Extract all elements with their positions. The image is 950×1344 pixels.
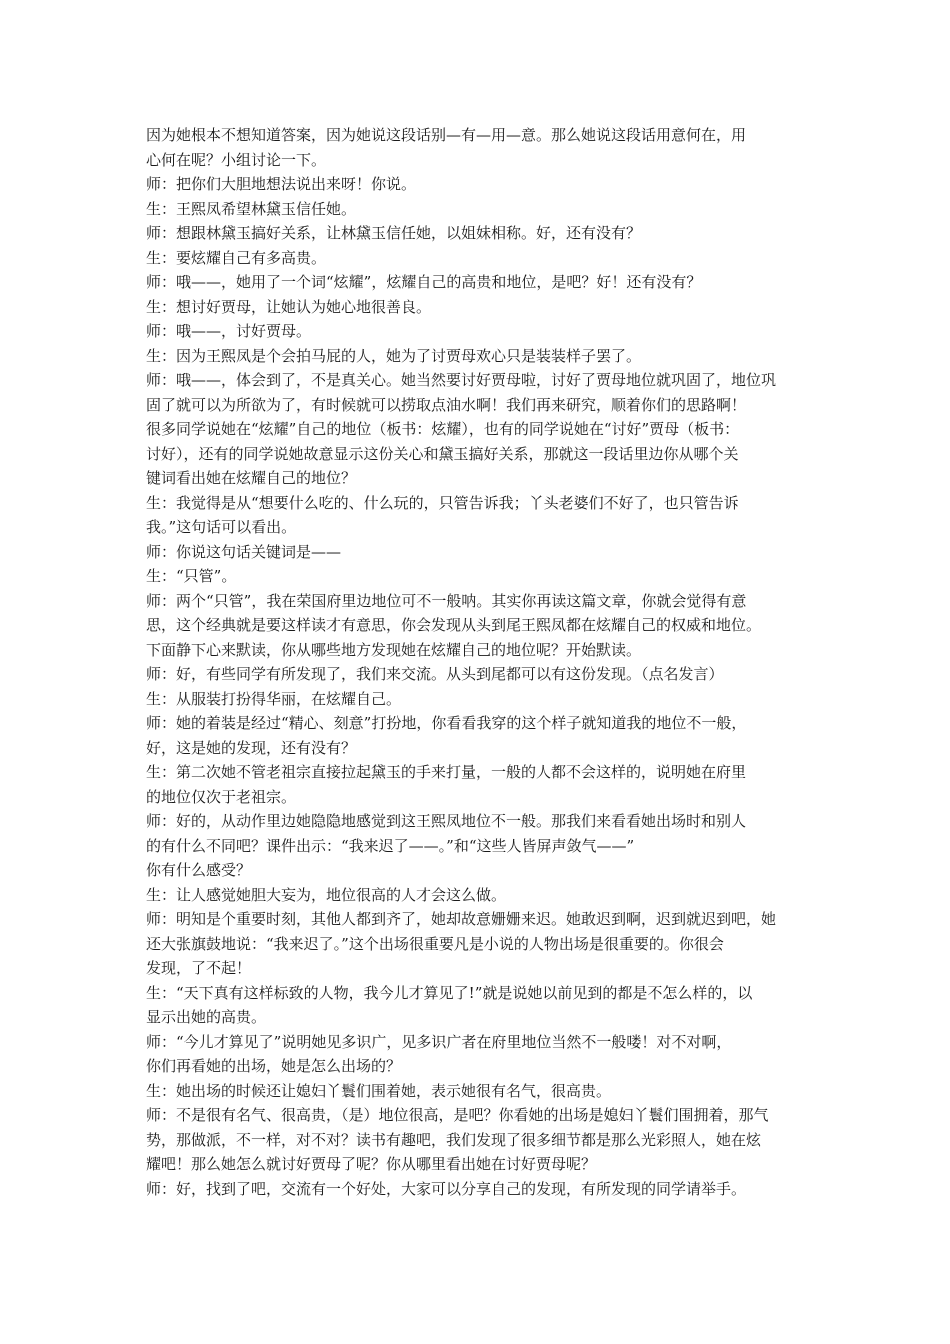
text-line: 生：王熙凤希望林黛玉信任她。 — [146, 199, 357, 218]
text-line: 师：好，有些同学有所发现了，我们来交流。从头到尾都可以有这份发现。（点名发言） — [146, 665, 724, 683]
text-line: 师：“今儿才算见了”说明她见多识广，见多识广者在府里地位当然不一般喽！对不对啊， — [146, 1032, 732, 1051]
text-line: 生：第二次她不管老祖宗直接拉起黛玉的手来打量，一般的人都不会这样的，说明她在府里 — [146, 763, 747, 781]
text-line: 生：让人感觉她胆大妄为，地位很高的人才会这么做。 — [146, 885, 507, 904]
text-line: 好，这是她的发现，还有没有？ — [146, 738, 357, 757]
text-line: 师：把你们大胆地想法说出来呀！你说。 — [146, 175, 417, 193]
document-body — [146, 123, 814, 1201]
text-line: 师：哦——，体会到了，不是真关心。她当然要讨好贾母啦，讨好了贾母地位就巩固了，地位巩 — [146, 371, 777, 389]
text-line: 势，那做派，不一样，对不对？读书有趣吧，我们发现了很多细节都是那么光彩照人，她在炫 — [146, 1130, 762, 1149]
text-line: 下面静下心来默读，你从哪些地方发现她在炫耀自己的地位呢？开始默读。 — [146, 640, 642, 659]
text-line: 师：两个“只管”，我在荣国府里边地位可不一般呐。其实你再读这篇文章，你就会觉得有意 — [146, 591, 747, 610]
text-line: 师：不是很有名气、很高贵，（是）地位很高，是吧？你看她的出场是媳妇丫鬟们围拥着，那气 — [146, 1106, 769, 1124]
text-line: 师：明知是个重要时刻，其他人都到齐了，她却故意姗姗来迟。她敢迟到啊，迟到就迟到吧，她 — [146, 910, 777, 928]
text-line: 师：好的，从动作里边她隐隐地感觉到这王熙凤地位不一般。那我们来看看她出场时和别人 — [146, 812, 747, 830]
text-line: 生：她出场的时候还让媳妇丫鬟们围着她，表示她很有名气，很高贵。 — [146, 1081, 612, 1100]
text-line: 师：她的着装是经过“精心、刻意”打扮地，你看看我穿的这个样子就知道我的地位不一般， — [146, 714, 747, 732]
text-line: 发现，了不起！ — [146, 959, 252, 977]
text-line: 的地位仅次于老祖宗。 — [146, 787, 297, 806]
text-line: 因为她根本不想知道答案，因为她说这段话别—有—用—意。那么她说这段话用意何在，用 — [146, 126, 747, 144]
text-line: 师：哦——，她用了一个词“炫耀”，炫耀自己的高贵和地位，是吧？好！还有没有？ — [146, 273, 702, 291]
text-line: 显示出她的高贵。 — [146, 1008, 267, 1026]
text-line: 我。”这句话可以看出。 — [146, 518, 297, 536]
text-line: 思，这个经典就是要这样读才有意思，你会发现从头到尾王熙凤都在炫耀自己的权威和地位。 — [146, 616, 762, 634]
text-line: 生：“天下真有这样标致的人物，我今儿才算见了!”就是说她以前见到的都是不怎么样的，以 — [146, 983, 753, 1002]
text-line: 讨好），还有的同学说她故意显示这份关心和黛玉搞好关系，那就这一段话里边你从哪个关 — [146, 444, 739, 463]
text-line: 很多同学说她在“炫耀”自己的地位（板书：炫耀），也有的同学说她在“讨好”贾母（板书： — [146, 420, 740, 438]
text-line: 固了就可以为所欲为了，有时候就可以捞取点油水啊！我们再来研究，顺着你们的思路啊！ — [146, 395, 747, 414]
text-line: 的有什么不同吧？课件出示：“我来迟了——。”和“这些人皆屏声敛气——” — [146, 836, 635, 855]
text-line: 师：哦——，讨好贾母。 — [146, 322, 312, 340]
text-line: 师：你说这句话关键词是—— — [146, 542, 342, 561]
text-line: 师：想跟林黛玉搞好关系，让林黛玉信任她，以姐妹相称。好，还有没有？ — [146, 224, 642, 242]
text-line: 还大张旗鼓地说：“我来迟了。”这个出场很重要凡是小说的人物出场是很重要的。你很会 — [146, 934, 724, 953]
text-line: 键词看出她在炫耀自己的地位？ — [146, 469, 357, 487]
text-line: 生：“只管”。 — [146, 567, 237, 585]
text-line: 生：要炫耀自己有多高贵。 — [146, 248, 327, 267]
text-line: 生：我觉得是从“想要什么吃的、什么玩的，只管告诉我；丫头老婆们不好了，也只管告诉 — [146, 493, 739, 512]
text-line: 耀吧！那么她怎么就讨好贾母了呢？你从哪里看出她在讨好贾母呢？ — [146, 1155, 597, 1173]
text-line: 生：想讨好贾母，让她认为她心地很善良。 — [146, 297, 432, 316]
text-line: 心何在呢？小组讨论一下。 — [146, 150, 327, 169]
text-line: 你有什么感受？ — [146, 861, 252, 879]
text-line: 你们再看她的出场，她是怎么出场的？ — [146, 1057, 402, 1075]
text-line: 师：好，找到了吧，交流有一个好处，大家可以分享自己的发现，有所发现的同学请举手。 — [146, 1179, 747, 1198]
text-line: 生：从服装打扮得华丽，在炫耀自己。 — [146, 689, 402, 708]
text-line: 生：因为王熙凤是个会拍马屁的人，她为了讨贾母欢心只是装装样子罢了。 — [146, 346, 642, 365]
